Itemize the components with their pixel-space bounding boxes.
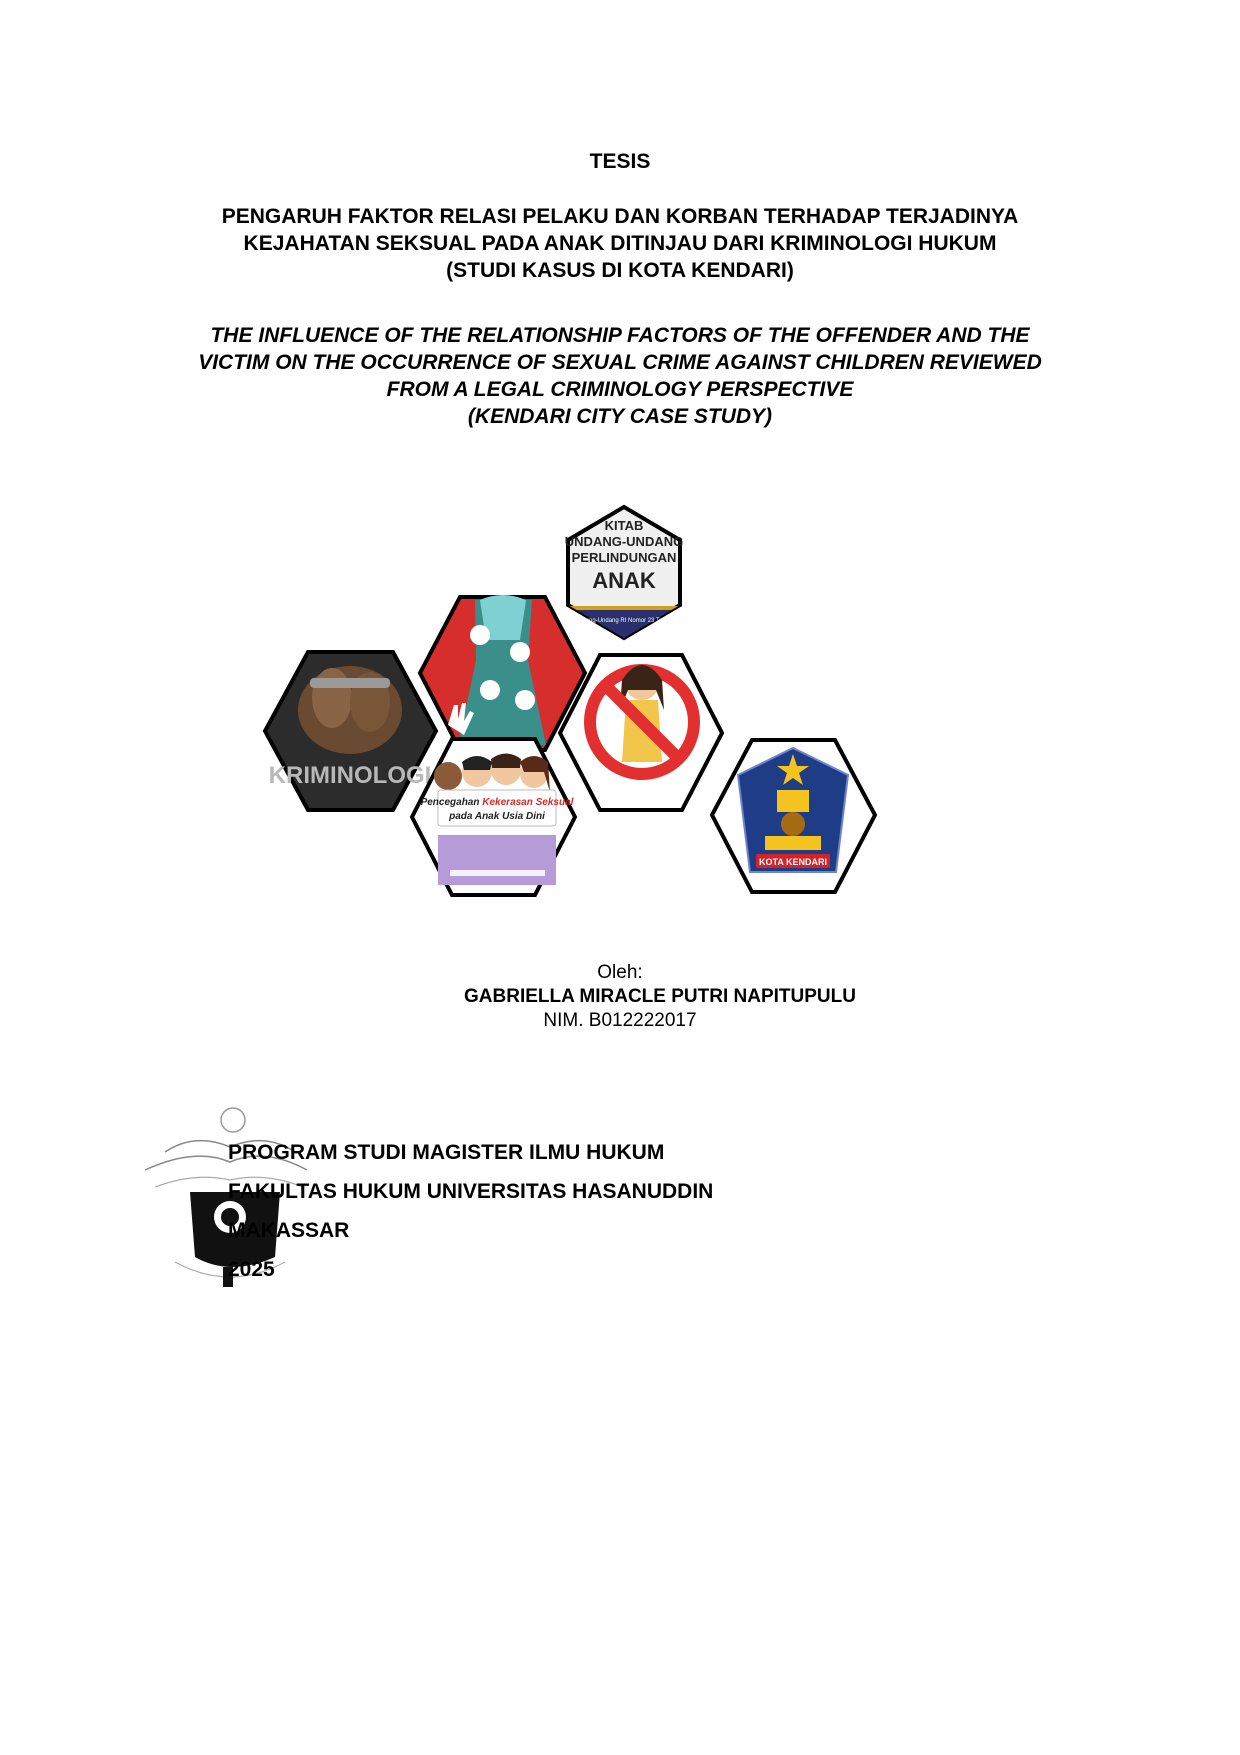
title-en-line-2: VICTIM ON THE OCCURRENCE OF SEXUAL CRIME AGAINST CHILDREN REVIEWED xyxy=(198,351,1042,374)
title-en-line-4: (KENDARI CITY CASE STUDY) xyxy=(467,405,773,428)
author-name: GABRIELLA MIRACLE PUTRI NAPITUPULU xyxy=(464,986,856,1007)
doc-type: TESIS xyxy=(589,150,651,173)
title-id-line-3: (STUDI KASUS DI KOTA KENDARI) xyxy=(446,259,794,282)
author-nim: NIM. B012222017 xyxy=(543,1010,697,1031)
year: 2025 xyxy=(228,1258,275,1281)
kota-kendari-text: KOTA KENDARI xyxy=(759,857,827,867)
title-indonesian xyxy=(0,203,1240,284)
abuse-illustration-hexagon xyxy=(420,595,585,750)
city-name: MAKASSAR xyxy=(228,1219,350,1242)
program-name: PROGRAM STUDI MAGISTER ILMU HUKUM xyxy=(228,1141,665,1164)
kitab-line-4: ANAK xyxy=(592,568,656,593)
kitab-caption: Undang-Undang RI Nomor 23 Tahun 2 xyxy=(574,618,678,624)
title-id-line-1: PENGARUH FAKTOR RELASI PELAKU DAN KORBAN TERHADAP TERJADINYA xyxy=(221,205,1019,228)
institution-block xyxy=(228,1133,713,1289)
kriminologi-hexagon-image xyxy=(265,652,436,810)
author-by: Oleh: xyxy=(597,962,643,983)
pencegahan-kekerasan-hexagon xyxy=(412,739,575,895)
hexagon-image-collage xyxy=(250,500,900,920)
title-en-line-3: FROM A LEGAL CRIMINOLOGY PERSPECTIVE xyxy=(386,378,854,401)
title-en-line-1: THE INFLUENCE OF THE RELATIONSHIP FACTORS OF THE OFFENDER AND THE xyxy=(210,324,1030,347)
kota-kendari-hexagon xyxy=(712,740,875,892)
title-english xyxy=(0,322,1240,430)
faculty-name: FAKULTAS HUKUM UNIVERSITAS HASANUDDIN xyxy=(228,1180,714,1203)
kriminologi-text: KRIMINOLOGI xyxy=(268,762,432,789)
pencegahan-subtitle: pada Anak Usia Dini xyxy=(449,811,545,822)
kitab-line-3: PERLINDUNGAN xyxy=(571,550,677,565)
pencegahan-label: Pencegahan Kekerasan Seksual xyxy=(420,797,574,808)
kitab-undang-undang-hexagon xyxy=(550,507,700,640)
kitab-line-2: UNDANG-UNDANG xyxy=(564,534,684,549)
kitab-line-1: KITAB xyxy=(604,518,644,533)
title-id-line-2: KEJAHATAN SEKSUAL PADA ANAK DITINJAU DARI KRIMINOLOGI HUKUM xyxy=(243,232,997,255)
